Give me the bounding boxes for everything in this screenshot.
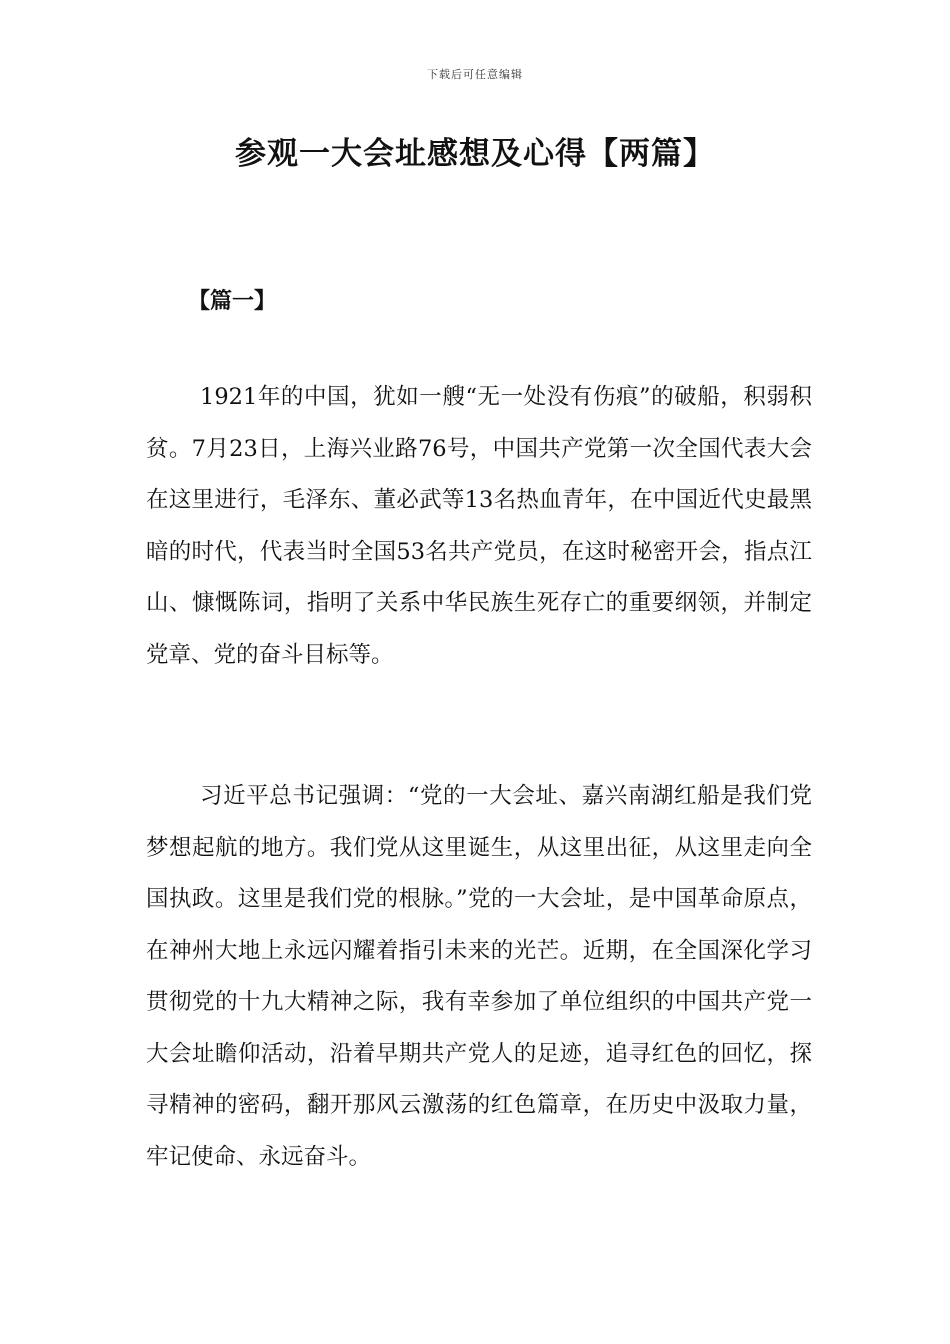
header-note: 下载后可任意编辑 [427, 68, 523, 81]
document-title: 参观一大会址感想及心得【两篇】 [235, 136, 715, 172]
paragraph-2: 习近平总书记强调：“党的一大会址、嘉兴南湖红船是我们党梦想起航的地方。我们党从这里诞生，从这里出征，从这里走向全国执政。这里是我们党的根脉。”党的一大会址，是中国革命原点，在神州大地上永远闪耀着指引未来的光芒。近期，在全国深化学习贯彻党的十九大精神之际，我有幸参加了单位组织的中国共产党一大会址瞻仰活动，沿着早期共产党人的足迹，追寻红色的回忆，探寻精神的密码，翻开那风云激荡的红色篇章，在历史中汲取力量，牢记使命、永远奋斗。 [146, 783, 812, 1170]
paragraph-1: 1921年的中国，犹如一艘“无一处没有伤痕”的破船，积弱积贫。7月23日，上海兴业路76号，中国共产党第一次全国代表大会在这里进行，毛泽东、董必武等13名热血青年，在中国近代史最黑暗的时代，代表当时全国53名共产党员，在这时秘密开会，指点江山、慷慨陈词，指明了关系中华民族生死存亡的重要纲领，并制定党章、党的奋斗目标等。 [146, 384, 812, 668]
section-heading: 【篇一】 [188, 289, 277, 314]
